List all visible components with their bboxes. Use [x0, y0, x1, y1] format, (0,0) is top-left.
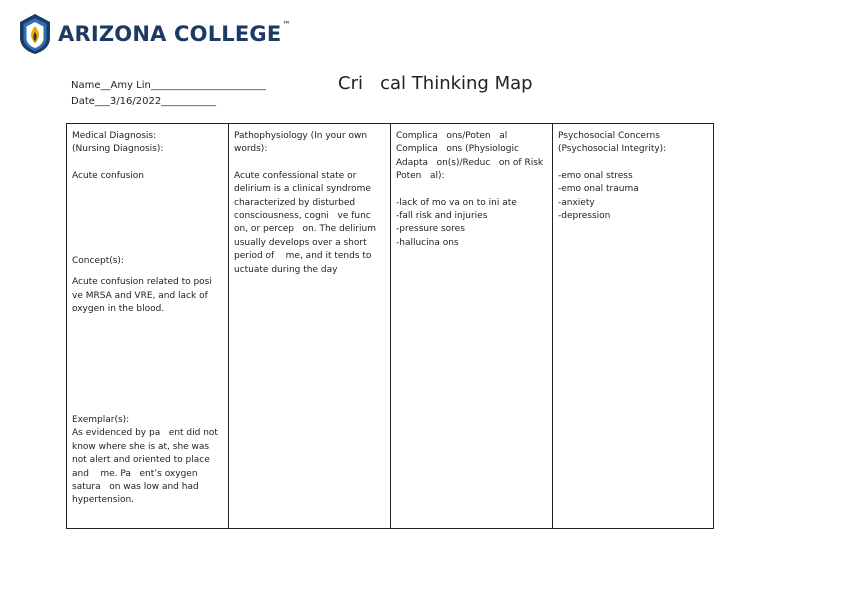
list-item: -emo onal stress: [558, 170, 633, 181]
exemplar-heading: Exemplar(s):: [72, 415, 130, 425]
concept-heading: Concept(s):: [72, 256, 124, 266]
pathophysiology-text: Acute confessional state or delirium is a clinical syndrome characterized by disturbed consciousness, cogni ve func on, or percep on. The delirium usually develops over a short period of me, and it tends to uctuate during the day: [234, 170, 386, 275]
exemplar-text: As evidenced by pa ent did not know where she is at, she was not alert and oriented to place and me. Pa ent’s oxygen satura on was low and had hypertension.: [72, 428, 221, 506]
list-item: -hallucina ons: [396, 237, 459, 248]
critical-thinking-map-table: [66, 123, 714, 529]
nursing-diagnosis-heading: (Nursing Diagnosis):: [72, 144, 164, 155]
shield-flame-icon: [18, 13, 52, 55]
concept-text: Acute confusion related to posi ve MRSA and VRE, and lack of oxygen in the blood.: [72, 277, 221, 315]
list-item: -pressure sores: [396, 224, 465, 235]
pathophysiology-column: [229, 124, 391, 528]
logo-wordmark: ARIZONA COLLEGE™: [58, 20, 291, 46]
date-field: Date___3/16/2022___________: [71, 96, 217, 107]
arizona-college-logo: [18, 13, 291, 55]
complications-heading: Complica ons/Poten al Complica ons (Physiologic Adapta on(s)/Reduc on of Risk Poten al):: [396, 131, 546, 182]
psychosocial-concerns-column: [553, 124, 715, 528]
pathophysiology-heading: Pathophysiology (In your own words):: [234, 131, 370, 155]
page-title: Cri cal Thinking Map: [338, 73, 533, 94]
list-item: -depression: [558, 211, 611, 222]
diagnosis-value: Acute confusion: [72, 170, 145, 181]
list-item: -anxiety: [558, 197, 595, 208]
list-item: -fall risk and injuries: [396, 211, 488, 222]
complications-list: [396, 197, 548, 251]
psychosocial-list: [558, 170, 711, 224]
complications-column: [391, 124, 553, 528]
concept-section: [72, 255, 224, 317]
student-name-field: Name__Amy Lin_______________________: [71, 80, 266, 91]
exemplar-section: [72, 414, 224, 508]
medical-diagnosis-column: [67, 124, 229, 528]
medical-diagnosis-heading: Medical Diagnosis:: [72, 131, 157, 141]
list-item: -lack of mo va on to ini ate: [396, 197, 517, 208]
psychosocial-heading: Psychosocial Concerns (Psychosocial Integrity):: [558, 131, 667, 155]
list-item: -emo onal trauma: [558, 184, 639, 195]
